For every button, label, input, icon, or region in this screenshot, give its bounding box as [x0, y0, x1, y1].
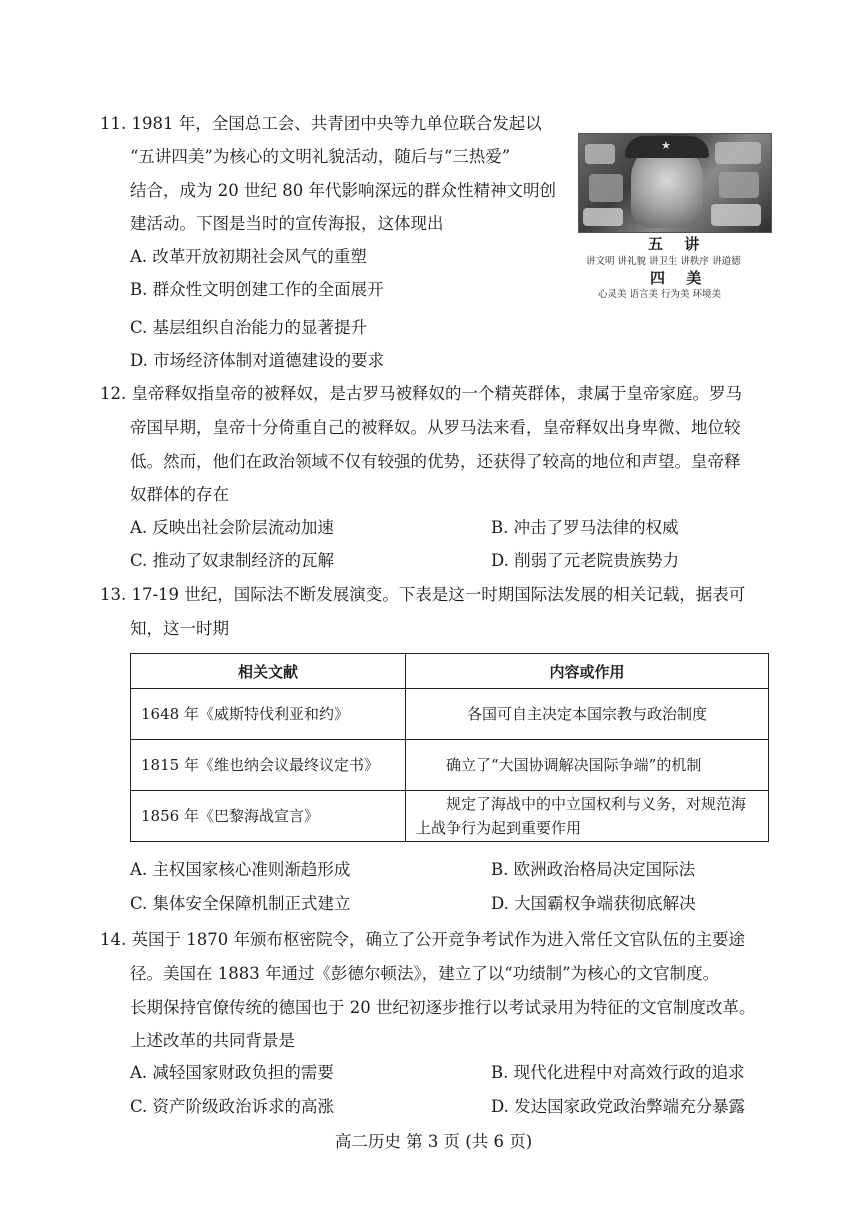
- q12-line-3: 低。然而，他们在政治领域不仅有较强的优势，还获得了较高的地位和声望。皇帝释: [130, 452, 741, 471]
- table-row: [131, 689, 769, 740]
- q13-line-2: 知，这一时期: [130, 619, 229, 638]
- q11-line-4: 建活动。下图是当时的宣传海报，这体现出: [130, 214, 444, 233]
- q12-line-1: 12. 皇帝释奴指皇帝的被释奴，是古罗马被释奴的一个精英群体，隶属于皇帝家庭。罗马: [100, 384, 742, 403]
- q13-line-1: 13. 17-19 世纪，国际法不断发展演变。下表是这一时期国际法发展的相关记载，据表可: [100, 585, 746, 604]
- q14-option-a: A. 减轻国家财政负担的需要: [130, 1063, 334, 1082]
- poster-caption-sub-1: 讲文明 讲礼貌 讲卫生 讲秩序 讲道德: [586, 256, 741, 267]
- q11-line-2: “五讲四美”为核心的文明礼貌活动，随后与“三热爱”: [130, 147, 511, 166]
- q14-line-1: 14. 英国于 1870 年颁布枢密院令，确立了公开竞争考试作为进入常任文官队伍的主要途: [100, 930, 745, 949]
- table-cell-content: 确立了“大国协调解决国际争端”的机制: [406, 740, 769, 791]
- table-header-row: [131, 654, 769, 689]
- q13-option-b: B. 欧洲政治格局决定国际法: [491, 860, 696, 879]
- table-header-content: 内容或作用: [406, 654, 769, 689]
- table-row: [131, 791, 769, 842]
- q11-line-1: 11. 1981 年，全国总工会、共青团中央等九单位联合发起以: [100, 114, 542, 133]
- q12-option-c: C. 推动了奴隶制经济的瓦解: [130, 551, 335, 570]
- q14-line-2: 径。美国在 1883 年通过《彭德尔顿法》，建立了以“功绩制”为核心的文官制度。: [130, 964, 720, 983]
- q14-option-d: D. 发达国家政党政治弊端充分暴露: [491, 1097, 746, 1116]
- poster-caption-title-2: 四 美: [650, 269, 710, 287]
- q11-option-a: A. 改革开放初期社会风气的重塑: [130, 247, 367, 266]
- q14-line-4: 上述改革的共同背景是: [130, 1031, 295, 1050]
- table-cell-document: 1856 年《巴黎海战宣言》: [131, 791, 406, 842]
- q11-option-c: C. 基层组织自治能力的显著提升: [130, 318, 368, 337]
- table-cell-document: 1815 年《维也纳会议最终议定书》: [131, 740, 406, 791]
- q12-option-a: A. 反映出社会阶层流动加速: [130, 518, 334, 537]
- table-cell-content: 各国可自主决定本国宗教与政治制度: [406, 689, 769, 740]
- q14-option-b: B. 现代化进程中对高效行政的追求: [491, 1063, 745, 1082]
- q11-option-b: B. 群众性文明创建工作的全面展开: [130, 280, 384, 299]
- page-footer: 高二历史 第 3 页 (共 6 页): [334, 1132, 533, 1151]
- q13-option-c: C. 集体安全保障机制正式建立: [130, 894, 351, 913]
- q13-option-a: A. 主权国家核心准则渐趋形成: [130, 860, 351, 879]
- poster-caption-sub-2: 心灵美 语言美 行为美 环境美: [598, 289, 722, 300]
- table-cell-content: 规定了海战中的中立国权利与义务，对规范海上战争行为起到重要作用: [406, 791, 769, 842]
- poster-caption-title-1: 五 讲: [648, 235, 708, 253]
- q12-line-4: 奴群体的存在: [130, 485, 229, 504]
- international-law-table: [130, 653, 769, 842]
- q12-option-b: B. 冲击了罗马法律的权威: [491, 518, 679, 537]
- q12-option-d: D. 削弱了元老院贵族势力: [491, 551, 680, 570]
- q13-option-d: D. 大国霸权争端获彻底解决: [491, 894, 696, 913]
- table-row: [131, 740, 769, 791]
- q14-line-3: 长期保持官僚传统的德国也于 20 世纪初逐步推行以考试录用为特征的文官制度改革。: [130, 998, 756, 1017]
- q11-line-3: 结合，成为 20 世纪 80 年代影响深远的群众性精神文明创: [130, 181, 556, 200]
- q12-line-2: 帝国早期，皇帝十分倚重自己的被释奴。从罗马法来看，皇帝释奴出身卑微、地位较: [130, 418, 741, 437]
- q14-option-c: C. 资产阶级政治诉求的高涨: [130, 1097, 335, 1116]
- table-header-document: 相关文献: [131, 654, 406, 689]
- propaganda-poster-image: ★: [578, 133, 772, 233]
- q11-option-d: D. 市场经济体制对道德建设的要求: [130, 351, 385, 370]
- table-cell-document: 1648 年《威斯特伐利亚和约》: [131, 689, 406, 740]
